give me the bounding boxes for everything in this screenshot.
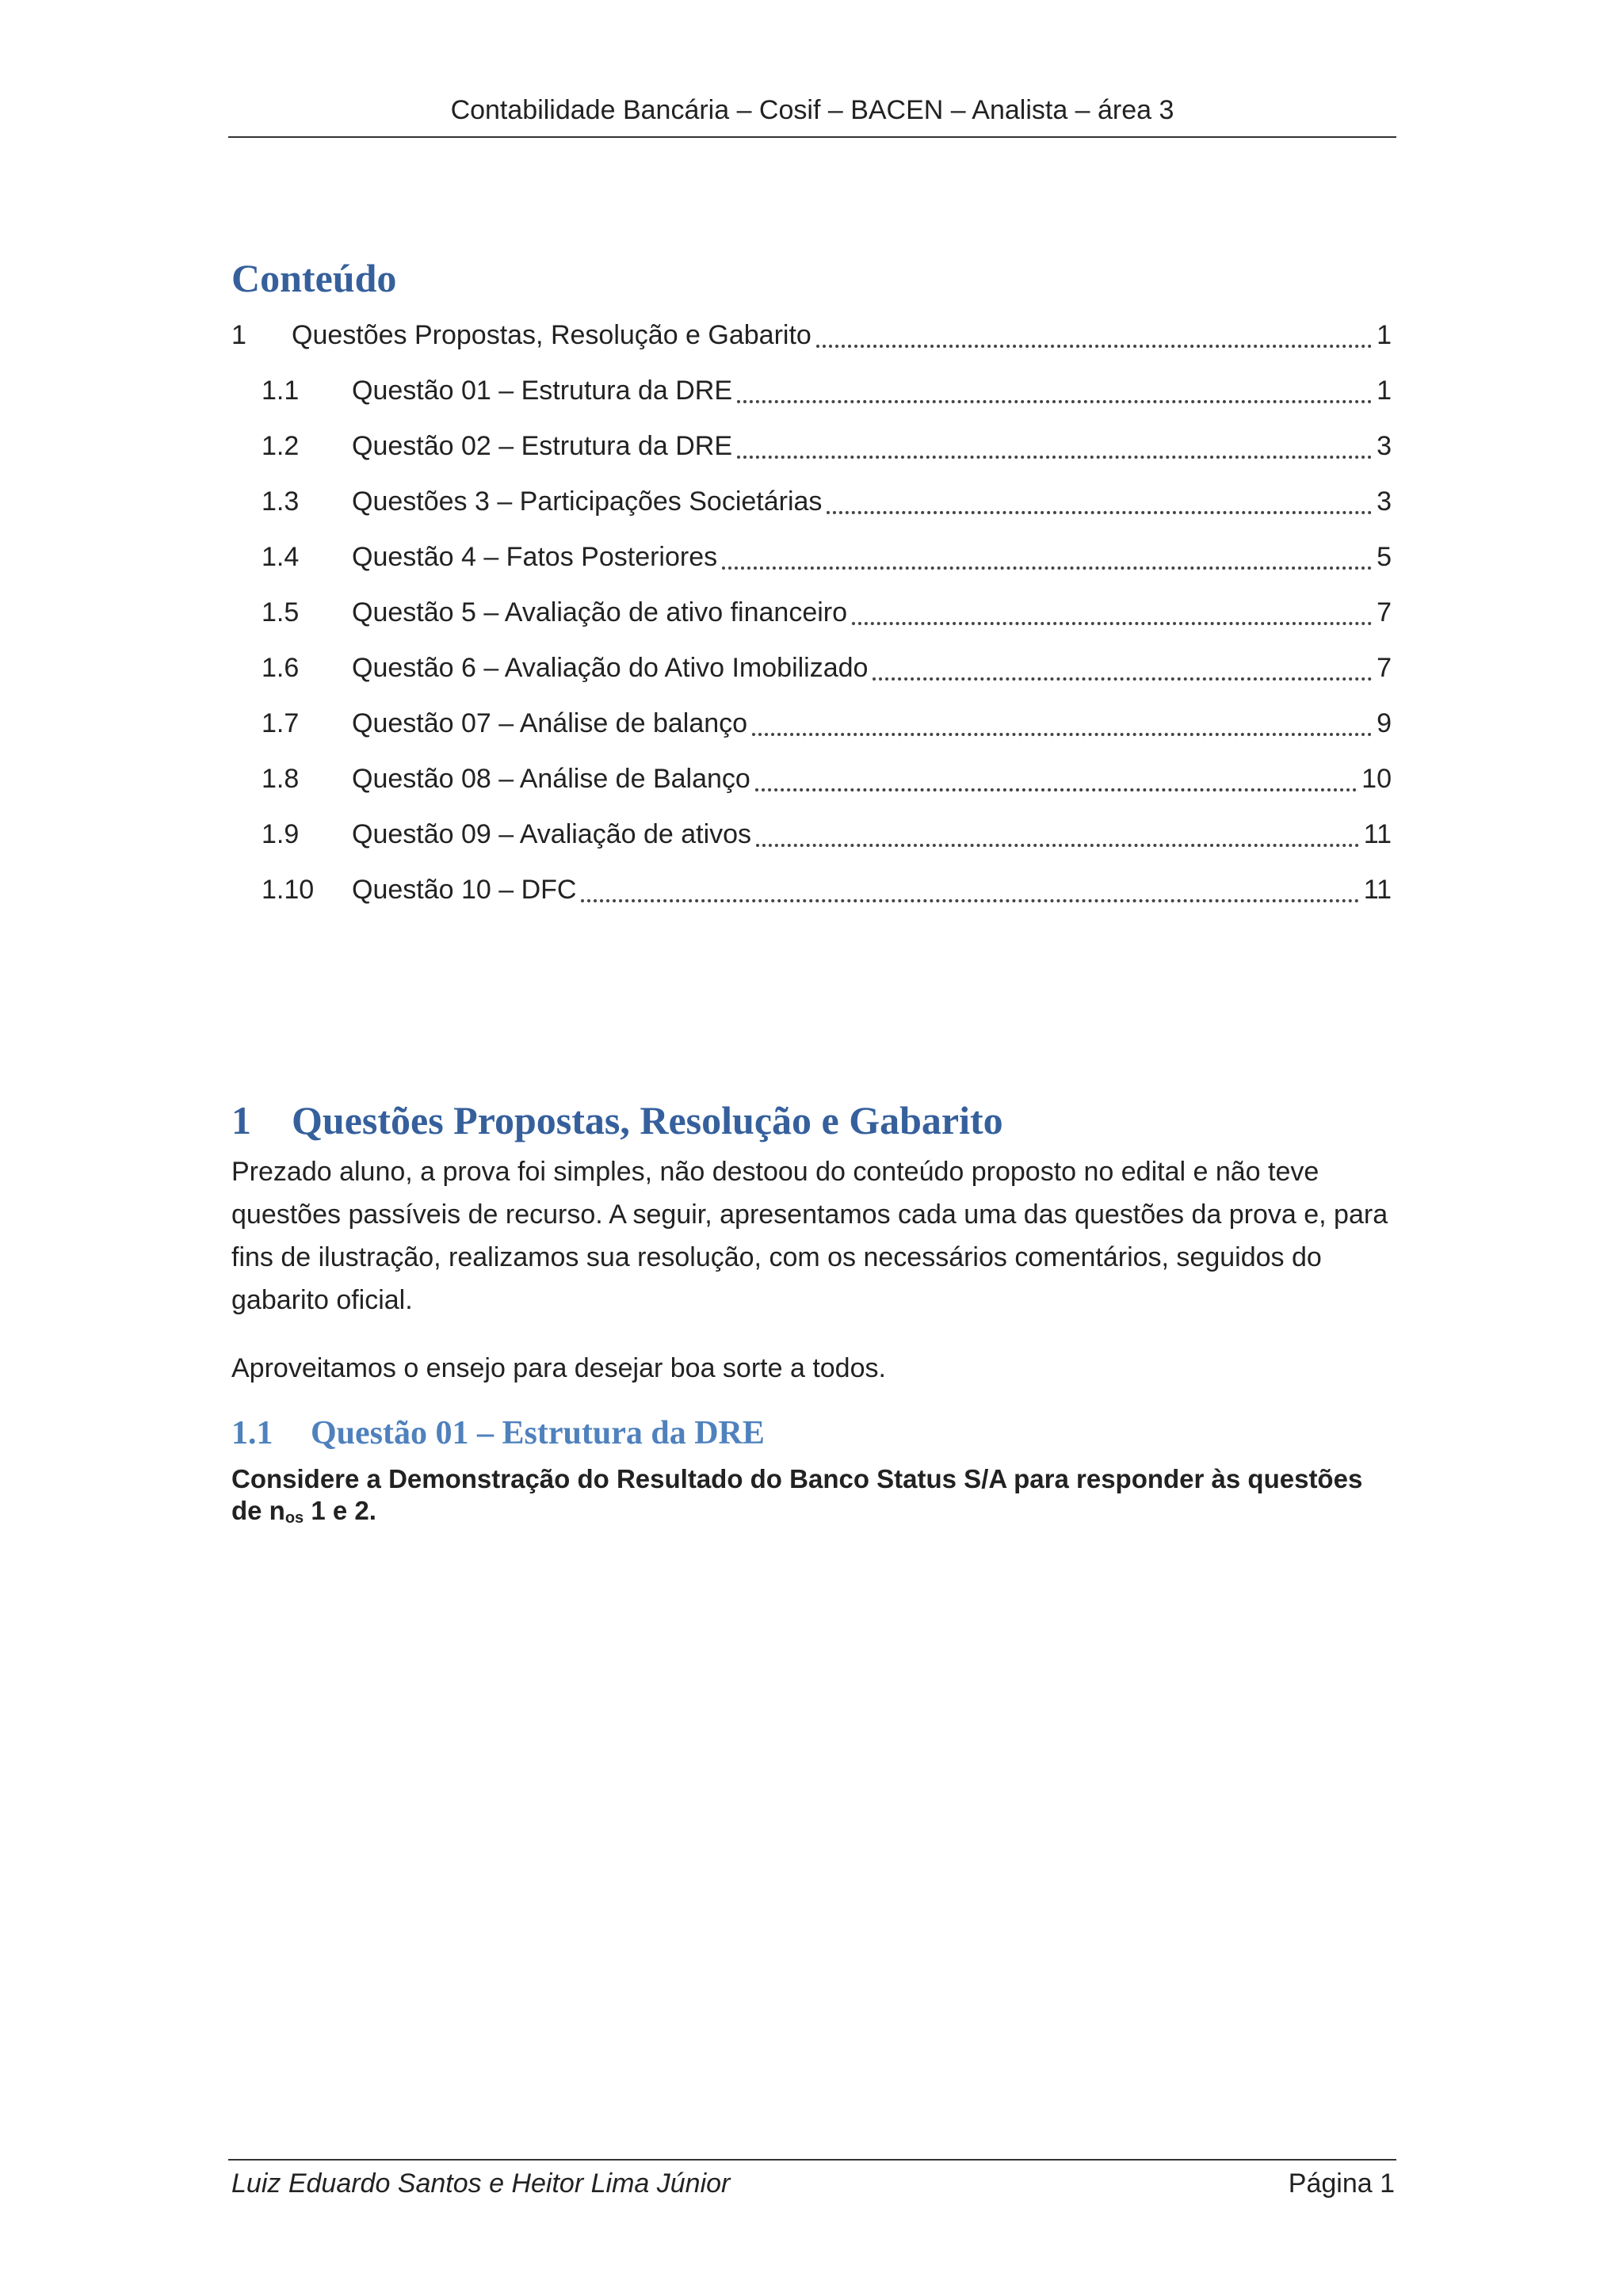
footer-rule [228,2159,1396,2161]
question-intro-text: Considere a Demonstração do Resultado do Banco Status S/A para responder às questões de n [231,1464,1363,1525]
subsection-title: Questão 01 – Estrutura da DRE [311,1415,765,1451]
toc-entry-number: 1 [231,319,246,350]
running-header: Contabilidade Bancária – Cosif – BACEN – Analista – área 3 [450,95,1174,125]
toc-entry-label: Questão 5 – Avaliação de ativo financeiro [352,597,848,627]
toc-entry[interactable] [231,529,1392,585]
question-intro-subscript: os [285,1509,304,1527]
toc-entry[interactable] [231,807,1392,862]
toc-entry-number: 1.8 [262,763,300,794]
toc-entry-label: Questões Propostas, Resolução e Gabarito [292,319,812,350]
toc-entry-page: 1 [1377,375,1392,406]
toc-entry-page: 11 [1363,818,1392,849]
toc-entry-label: Questões 3 – Participações Societárias [352,486,823,517]
section-number: 1 [231,1098,251,1142]
toc-entry-page: 3 [1377,486,1392,517]
toc-leader-dots [827,495,1372,514]
toc-entry-page: 3 [1377,430,1392,461]
toc-entry-label: Questão 07 – Análise de balanço [352,707,748,738]
section-heading [231,1097,1003,1143]
toc-leader-dots [752,717,1372,736]
page-number: Página 1 [1288,2168,1395,2199]
toc-entry[interactable] [231,307,1392,363]
toc-entry[interactable] [231,862,1392,917]
toc-entry-label: Questão 09 – Avaliação de ativos [352,818,752,849]
section-title: Questões Propostas, Resolução e Gabarito [292,1098,1003,1142]
toc-entry-number: 1.4 [262,541,300,572]
toc-entry-page: 5 [1377,541,1392,572]
closing-paragraph: Aproveitamos o ensejo para desejar boa sorte a todos. [231,1353,886,1383]
toc-entry[interactable] [231,474,1392,529]
toc-entry-number: 1.6 [262,652,300,683]
footer-authors: Luiz Eduardo Santos e Heitor Lima Júnior [231,2168,731,2199]
toc-entry[interactable] [231,585,1392,640]
intro-paragraph: Prezado aluno, a prova foi simples, não destoou do conteúdo proposto no edital e não teve questões passíveis de recurso. A seguir, apresentamos cada uma das questões da prova e, para fins de ilustração, realizamos sua resolução, com os necessários comentários, seguidos do gabarito oficial. [231,1157,1388,1315]
toc-entry-label: Questão 4 – Fatos Posteriores [352,541,718,572]
toc-leader-dots [737,384,1372,403]
toc-entry-number: 1.7 [262,707,300,738]
toc-leader-dots [737,440,1372,459]
toc-leader-dots [873,662,1372,681]
toc-leader-dots [722,551,1372,570]
toc-entry-label: Questão 02 – Estrutura da DRE [352,430,733,461]
toc-entry[interactable] [231,751,1392,807]
toc-entry-number: 1.1 [262,375,300,406]
toc-leader-dots [756,828,1359,847]
toc-entry-label: Questão 10 – DFC [352,874,577,905]
toc-entry-number: 1.2 [262,430,300,461]
toc-entry[interactable] [231,418,1392,474]
toc-entry-number: 1.10 [262,874,315,905]
toc-leader-dots [755,772,1357,791]
toc-leader-dots [852,606,1372,625]
toc-entry-number: 1.5 [262,597,300,627]
toc-entry[interactable] [231,696,1392,751]
toc-entry-page: 7 [1377,597,1392,627]
toc-leader-dots [816,329,1372,348]
toc-entry-page: 9 [1377,707,1392,738]
toc-title: Conteúdo [231,256,397,300]
header-rule [228,136,1396,138]
toc-entry-page: 10 [1361,763,1392,794]
toc-entry-number: 1.9 [262,818,300,849]
toc-entry[interactable] [231,640,1392,696]
toc-entry-label: Questão 6 – Avaliação do Ativo Imobilizado [352,652,869,683]
toc-entry[interactable] [231,363,1392,418]
toc-entry-page: 11 [1363,874,1392,905]
subsection-number: 1.1 [231,1415,273,1451]
question-intro [231,1463,1373,1534]
table-of-contents [231,307,1392,917]
toc-leader-dots [581,883,1358,902]
toc-entry-label: Questão 01 – Estrutura da DRE [352,375,733,406]
toc-entry-page: 1 [1377,319,1392,350]
question-intro-tail: 1 e 2. [304,1496,376,1525]
toc-entry-page: 7 [1377,652,1392,683]
toc-entry-label: Questão 08 – Análise de Balanço [352,763,750,794]
toc-entry-number: 1.3 [262,486,300,517]
subsection-heading [231,1414,765,1452]
